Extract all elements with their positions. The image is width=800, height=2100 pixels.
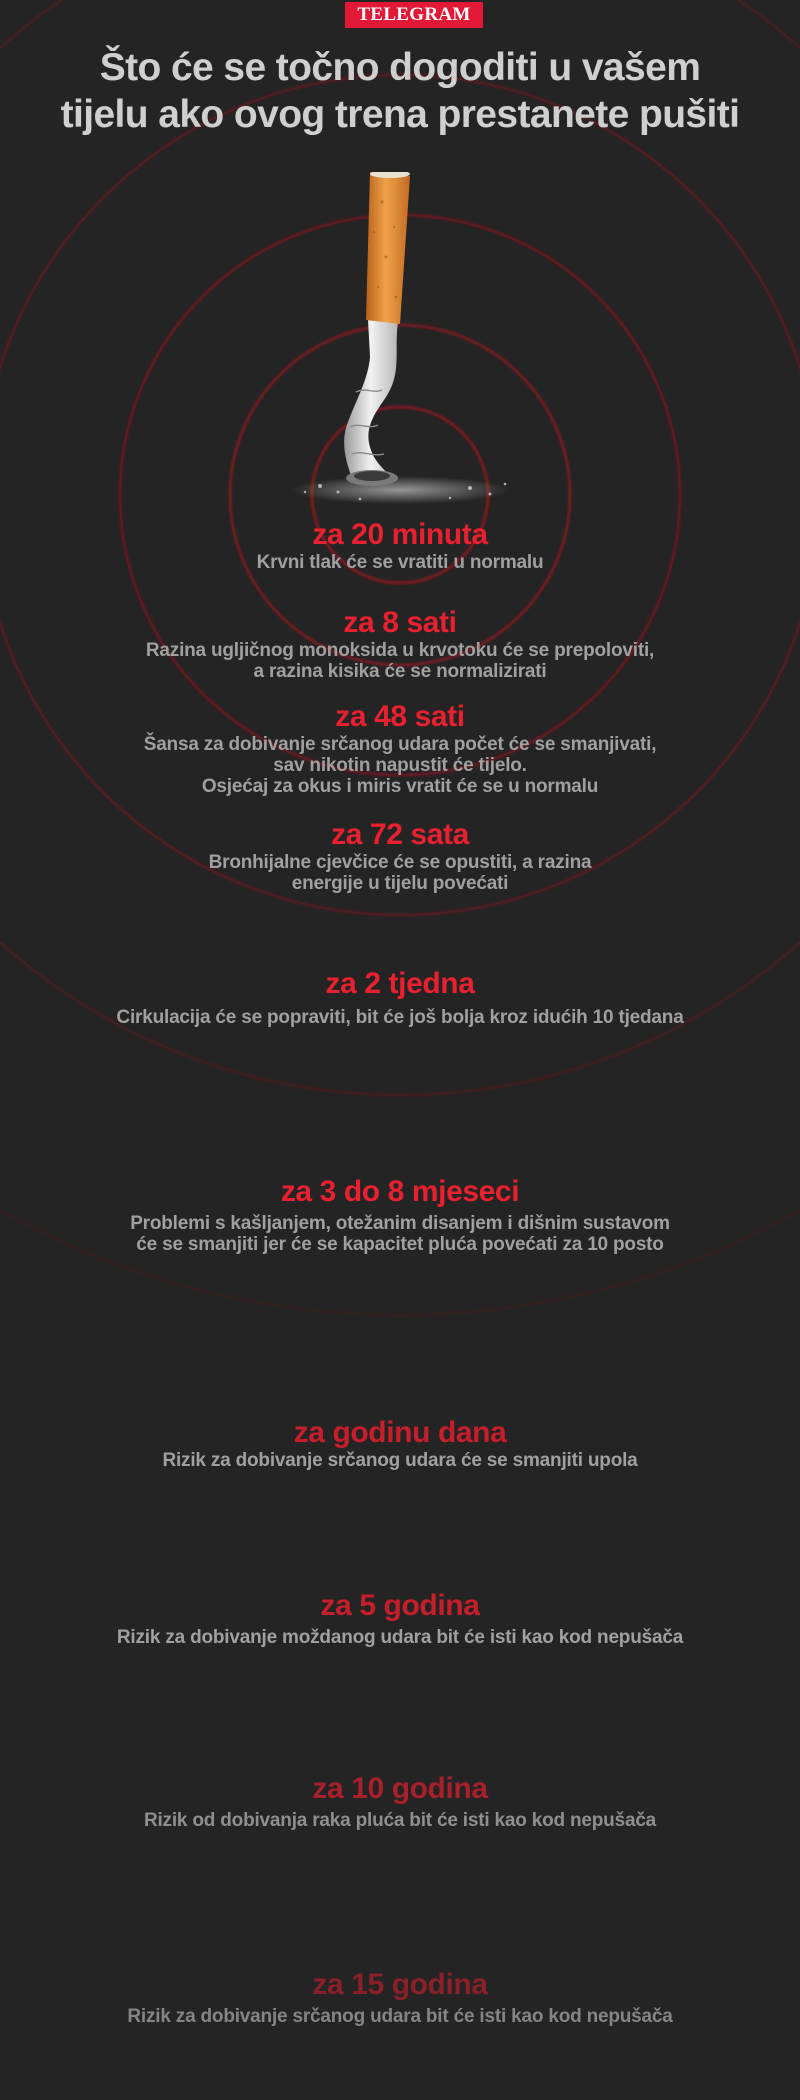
milestone-3-to-8-months xyxy=(60,1175,740,1255)
milestone-20-minutes xyxy=(60,518,740,573)
milestone-label: za 8 sati xyxy=(343,606,457,639)
milestone-label: za 3 do 8 mjeseci xyxy=(280,1175,520,1208)
milestone-label: za 15 godina xyxy=(312,1968,488,2001)
brand-logo[interactable]: TELEGRAM xyxy=(345,2,483,28)
milestone-72-hours xyxy=(60,818,740,894)
milestone-description: Rizik za dobivanje srčanog udara bit će isti kao kod nepušača xyxy=(127,2006,673,2027)
milestone-description: Cirkulacija će se popraviti, bit će još bolja kroz idućih 10 tjedana xyxy=(116,1007,684,1028)
page-title: Što će se točno dogoditi u vašem tijelu ako ovog trena prestanete pušiti xyxy=(60,46,740,136)
milestone-description: Razina ugljičnog monoksida u krvotoku će se prepoloviti, a razina kisika će se normalizirati xyxy=(145,640,655,682)
milestone-8-hours xyxy=(60,606,740,682)
milestone-description: Rizik za dobivanje moždanog udara bit će isti kao kod nepušača xyxy=(116,1627,684,1648)
milestone-description: Šansa za dobivanje srčanog udara počet će se smanjivati, sav nikotin napustit će tijelo. Osjećaj za okus i miris vratit će se u normalu xyxy=(143,734,657,797)
milestone-description: Bronhijalne cjevčice će se opustiti, a razina energije u tijelu povećati xyxy=(208,852,592,894)
milestone-label: za 10 godina xyxy=(312,1772,488,1805)
milestone-1-year xyxy=(60,1416,740,1471)
milestone-15-years xyxy=(60,1968,740,2027)
milestone-label: za godinu dana xyxy=(293,1416,507,1449)
milestone-label: za 20 minuta xyxy=(312,518,488,551)
milestone-description: Krvni tlak će se vratiti u normalu xyxy=(256,552,544,573)
milestone-10-years xyxy=(60,1772,740,1831)
milestone-2-weeks xyxy=(60,967,740,1028)
milestone-label: za 72 sata xyxy=(331,818,469,851)
milestone-label: za 48 sati xyxy=(335,700,465,733)
milestone-label: za 5 godina xyxy=(320,1589,480,1622)
milestone-5-years xyxy=(60,1589,740,1648)
milestone-label: za 2 tjedna xyxy=(325,967,475,1000)
milestone-48-hours xyxy=(60,700,740,797)
milestone-description: Rizik od dobivanja raka pluća bit će isti kao kod nepušača xyxy=(143,1810,657,1831)
cigarette-butt-icon xyxy=(290,172,540,512)
milestone-description: Rizik za dobivanje srčanog udara će se smanjiti upola xyxy=(162,1450,638,1471)
milestone-description: Problemi s kašljanjem, otežanim disanjem i dišnim sustavom će se smanjiti jer će se kapacitet pluća povećati za 10 posto xyxy=(130,1213,670,1255)
